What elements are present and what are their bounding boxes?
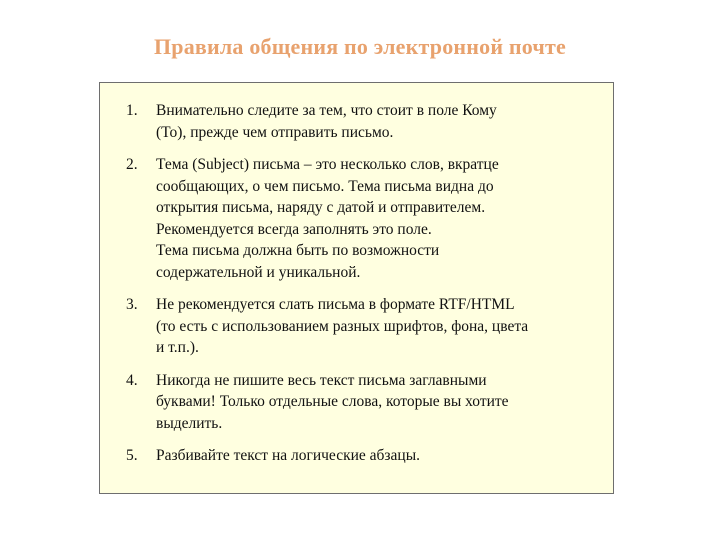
rule-item-2 [126,154,601,283]
page-title: Правила общения по электронной почте [153,34,567,59]
rule-line: сообщающих, о чем письмо. Тема письма видна до [156,177,494,195]
rule-line: буквами! Только отдельные слова, которые вы хотите [156,393,509,410]
rule-number: 3. [126,296,138,313]
rules-box [99,82,614,494]
rule-line: и т.п.). [156,339,199,356]
rule-text [156,154,601,283]
rule-line: Разбивайте текст на логические абзацы. [156,447,421,464]
rule-item-1 [126,100,601,143]
rule-line: (то есть с использованием разных шрифтов, фона, цвета [156,317,529,335]
rule-line: Рекомендуется всегда заполнять это поле. [156,220,432,238]
rule-line: выделить. [156,414,223,432]
rule-number: 5. [126,447,138,464]
rule-line: Внимательно следите за тем, что стоит в поле Кому [156,102,497,119]
rule-line: Не рекомендуется слать письма в формате RTF/HTML [156,296,515,313]
rule-text [156,445,601,467]
rule-number: 2. [126,156,138,173]
rule-line: Тема (Subject) письма – это несколько слов, вкратце [156,156,499,173]
rule-item-5 [126,445,601,467]
rules-list [126,100,601,478]
rule-item-4 [126,370,601,435]
rule-item-3 [126,294,601,359]
rule-line: Тема письма должна быть по возможности [156,242,440,259]
rule-text [156,100,601,143]
rule-line: Никогда не пишите весь текст письма заглавными [156,371,487,389]
rule-line: содержательной и уникальной. [156,263,361,281]
rule-number: 4. [126,371,138,389]
rule-line: (To), прежде чем отправить письмо. [156,123,394,141]
rule-line: открытия письма, наряду с датой и отправителем. [156,199,486,216]
rule-number: 1. [126,102,138,119]
rule-text [156,370,601,435]
rule-text [156,294,601,359]
